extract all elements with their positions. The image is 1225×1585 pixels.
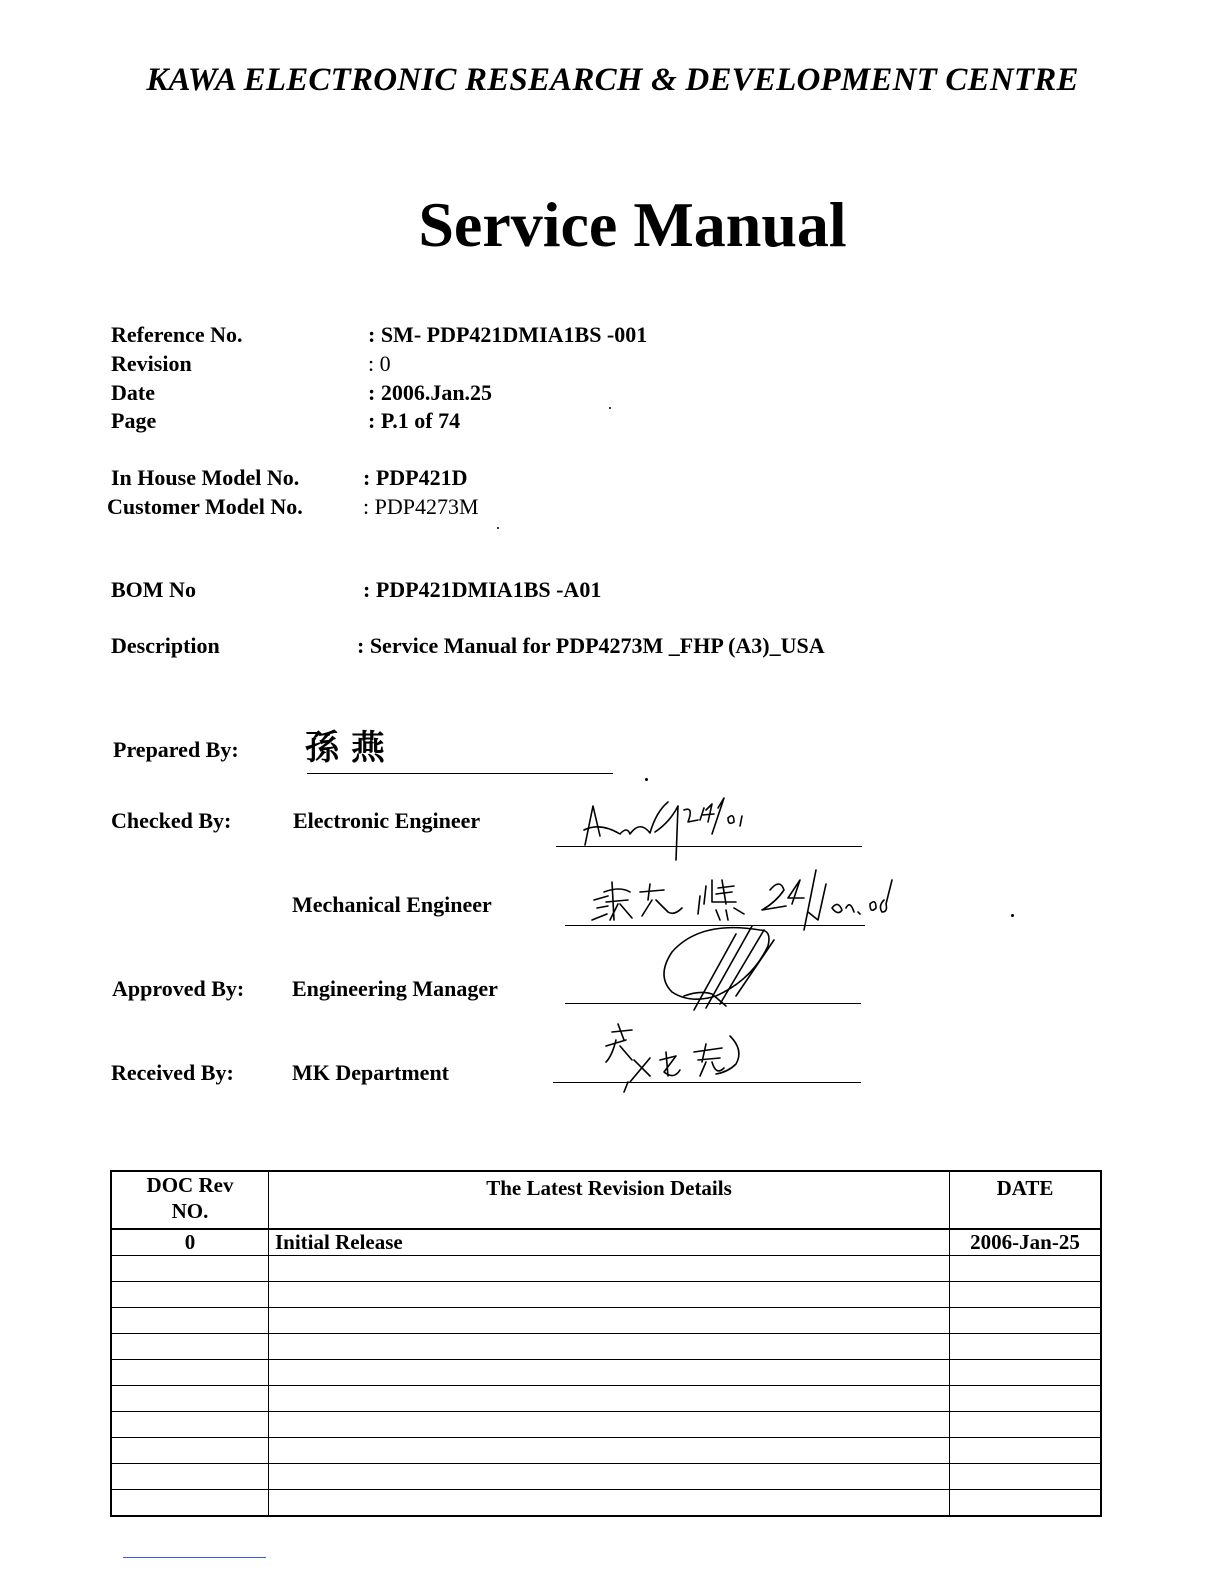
customer-model-label: Customer Model No. xyxy=(107,494,303,519)
date-label: Date xyxy=(111,380,155,405)
table-row xyxy=(111,1282,1101,1308)
table-row xyxy=(111,1334,1101,1360)
approved-by-label: Approved By: xyxy=(112,976,245,1001)
doc-rev-cell xyxy=(111,1256,269,1282)
mk-department-label: MK Department xyxy=(292,1060,450,1085)
doc-rev-cell xyxy=(111,1490,269,1517)
revision-details-cell xyxy=(269,1256,950,1282)
bom-no-label: BOM No xyxy=(111,577,196,602)
table-row xyxy=(111,1256,1101,1282)
date-cell xyxy=(950,1256,1102,1282)
date-cell xyxy=(950,1360,1102,1386)
table-row xyxy=(111,1386,1101,1412)
revision-label: Revision xyxy=(111,351,192,376)
page-label: Page xyxy=(111,408,157,433)
description-label: Description xyxy=(111,633,220,658)
footer-rule xyxy=(123,1557,266,1558)
revision-details-cell xyxy=(269,1282,950,1308)
customer-model-value: : PDP4273M xyxy=(363,494,479,519)
mechanical-engineer-signature xyxy=(592,870,892,930)
date-cell xyxy=(950,1412,1102,1438)
revision-details-cell xyxy=(269,1386,950,1412)
table-row xyxy=(111,1229,1101,1256)
revision-details-cell xyxy=(269,1412,950,1438)
table-row xyxy=(111,1360,1101,1386)
doc-rev-header: DOC Rev NO. xyxy=(111,1171,269,1229)
reference-no-value: : SM- PDP421DMIA1BS -001 xyxy=(368,322,648,347)
in-house-model-value: : PDP421D xyxy=(363,465,468,490)
bom-no-value: : PDP421DMIA1BS -A01 xyxy=(363,577,602,602)
date-cell xyxy=(950,1438,1102,1464)
revision-details-cell xyxy=(269,1490,950,1517)
page-value: : P.1 of 74 xyxy=(368,408,461,433)
date-cell xyxy=(950,1334,1102,1360)
date-cell xyxy=(950,1308,1102,1334)
doc-rev-cell xyxy=(111,1308,269,1334)
revision-table xyxy=(110,1170,1102,1517)
date-cell xyxy=(950,1464,1102,1490)
prepared-by-signature: 孫 燕 xyxy=(305,728,385,768)
revision-details-cell xyxy=(269,1438,950,1464)
prepared-by-label: Prepared By: xyxy=(113,737,239,762)
organization-header: KAWA ELECTRONIC RESEARCH & DEVELOPMENT CENTRE xyxy=(146,62,1079,98)
doc-rev-cell xyxy=(111,1412,269,1438)
date-header: DATE xyxy=(950,1171,1102,1229)
mechanical-engineer-label: Mechanical Engineer xyxy=(292,892,492,917)
revision-details-header: The Latest Revision Details xyxy=(269,1171,950,1229)
table-row xyxy=(111,1464,1101,1490)
table-row xyxy=(111,1438,1101,1464)
table-row xyxy=(111,1412,1101,1438)
doc-rev-cell xyxy=(111,1386,269,1412)
revision-details-cell xyxy=(269,1360,950,1386)
revision-value: : 0 xyxy=(368,351,391,376)
date-value: : 2006.Jan.25 xyxy=(368,380,493,405)
revision-details-cell xyxy=(269,1334,950,1360)
doc-rev-cell xyxy=(111,1282,269,1308)
description-value: : Service Manual for PDP4273M _FHP (A3)_USA xyxy=(357,633,825,658)
doc-rev-cell xyxy=(111,1360,269,1386)
engineering-manager-signature xyxy=(664,926,774,1010)
date-cell: 2006-Jan-25 xyxy=(950,1229,1102,1256)
revision-table-header xyxy=(111,1171,1101,1229)
doc-rev-cell xyxy=(111,1334,269,1360)
revision-details-cell xyxy=(269,1308,950,1334)
in-house-model-label: In House Model No. xyxy=(111,465,300,490)
document-title: Service Manual xyxy=(418,189,847,260)
revision-details-cell xyxy=(269,1464,950,1490)
mk-department-signature xyxy=(606,1024,739,1092)
electronic-engineer-signature xyxy=(584,798,742,860)
date-cell xyxy=(950,1490,1102,1517)
checked-by-label: Checked By: xyxy=(111,808,232,833)
engineering-manager-label: Engineering Manager xyxy=(292,976,498,1001)
table-row xyxy=(111,1308,1101,1334)
doc-rev-cell xyxy=(111,1464,269,1490)
doc-rev-cell: 0 xyxy=(111,1229,269,1256)
reference-no-label: Reference No. xyxy=(111,322,243,347)
revision-details-cell: Initial Release xyxy=(269,1229,950,1256)
table-row xyxy=(111,1490,1101,1517)
doc-rev-cell xyxy=(111,1438,269,1464)
electronic-engineer-label: Electronic Engineer xyxy=(293,808,481,833)
date-cell xyxy=(950,1282,1102,1308)
date-cell xyxy=(950,1386,1102,1412)
received-by-label: Received By: xyxy=(111,1060,234,1085)
